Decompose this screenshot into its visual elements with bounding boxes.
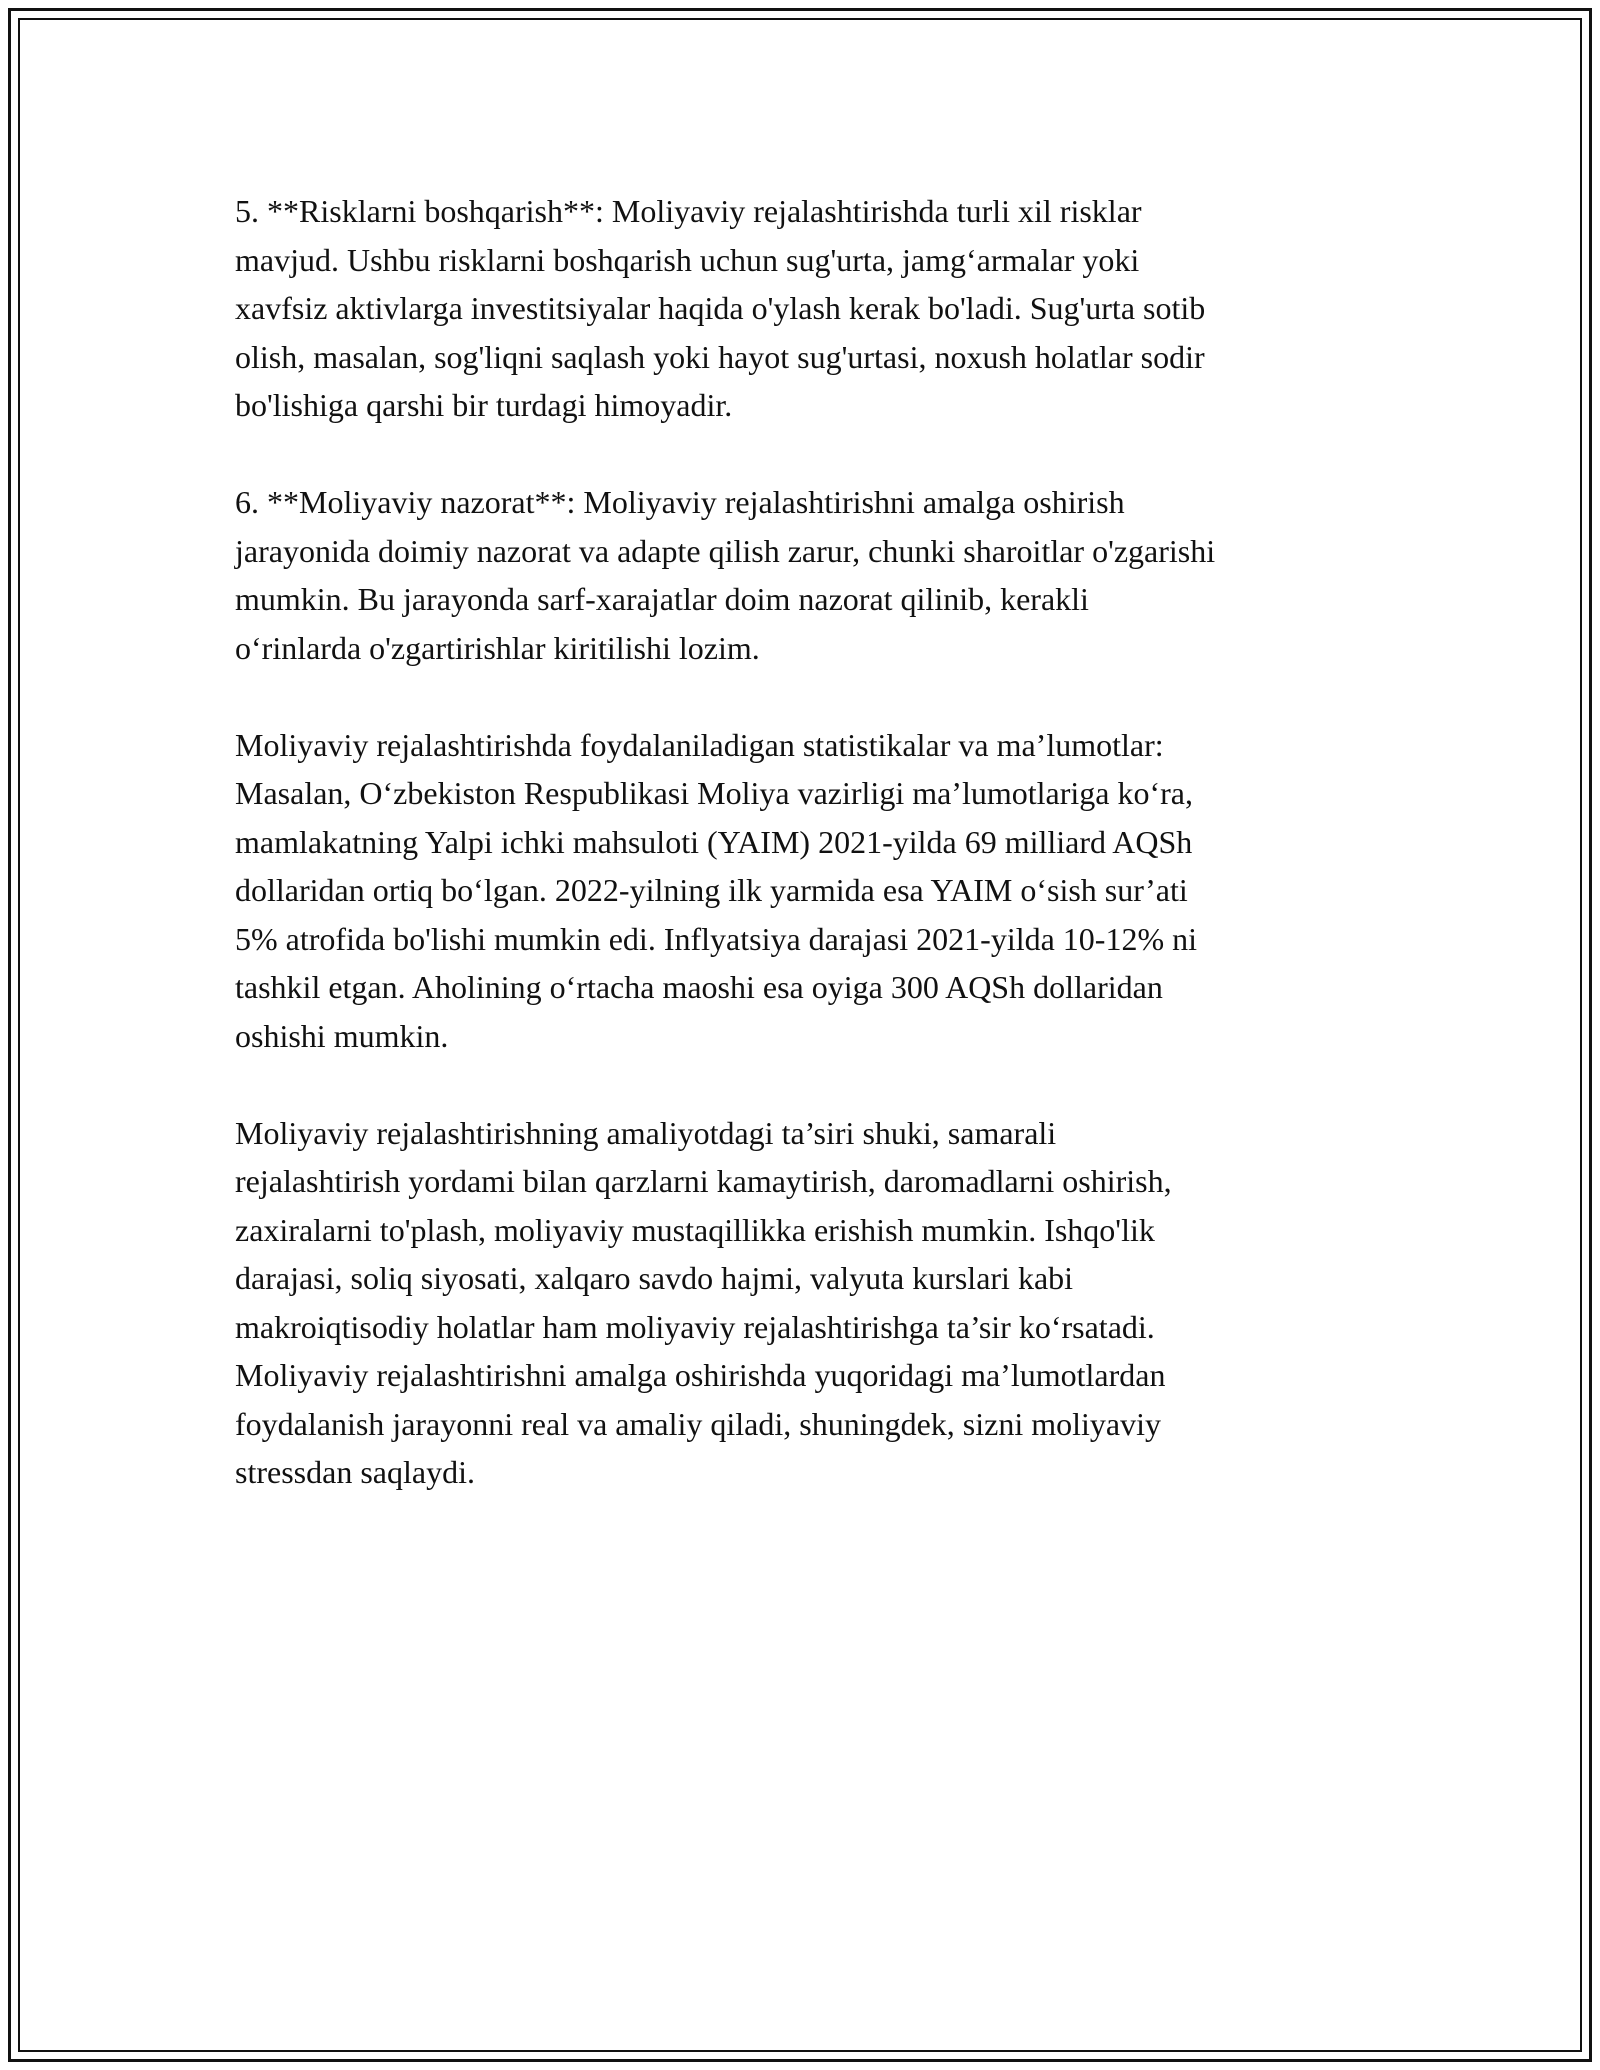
paragraph-statistics: Moliyaviy rejalashtirishda foydalaniladigan statistikalar va ma’lumotlar: Masalan, O‘zbekiston Respublikasi Moliya vazirligi ma’lumotlariga ko‘ra, mamlakatning Yalpi ichki mahsuloti (YAIM) 2021-yilda 69 milliard AQSh dollaridan ortiq bo‘lgan. 2022-yilning ilk yarmida esa YAIM o‘sish sur’ati 5% atrofida bo'lishi mumkin edi. Inflyatsiya darajasi 2021-yilda 10-12% ni tashkil etgan. Aholining o‘rtacha maoshi esa oyiga 300 AQSh dollaridan oshishi mumkin. (235, 726, 1197, 1054)
document-body (235, 187, 1365, 1497)
paragraph-financial-control: 6. **Moliyaviy nazorat**: Moliyaviy rejalashtirishni amalga oshirish jarayonida doimiy nazorat va adapte qilish zarur, chunki sharoitlar o'zgarishi mumkin. Bu jarayonda sarf-xarajatlar doim nazorat qilinib, kerakli o‘rinlarda o'zgartirishlar kiritilishi lozim. (235, 484, 1216, 666)
paragraph-practical-impact: Moliyaviy rejalashtirishning amaliyotdagi ta’siri shuki, samarali rejalashtirish yordami bilan qarzlarni kamaytirish, daromadlarni oshirish, zaxiralarni to'plash, moliyaviy mustaqillikka erishish mumkin. Ishqo'lik darajasi, soliq siyosati, xalqaro savdo hajmi, valyuta kurslari kabi makroiqtisodiy holatlar ham moliyaviy rejalashtirishga ta’sir ko‘rsatadi. Moliyaviy rejalashtirishni amalga oshirishda yuqoridagi ma’lumotlardan foydalanish jarayonni real va amaliy qiladi, shuningdek, sizni moliyaviy stressdan saqlaydi. (235, 1114, 1172, 1490)
paragraph-risk-management: 5. **Risklarni boshqarish**: Moliyaviy rejalashtirishda turli xil risklar mavjud. Ushbu risklarni boshqarish uchun sug'urta, jamg‘armalar yoki xavfsiz aktivlarga investitsiyalar haqida o'ylash kerak bo'ladi. Sug'urta sotib olish, masalan, sog'liqni saqlash yoki hayot sug'urtasi, noxush holatlar sodir bo'lishiga qarshi bir turdagi himoyadir. (235, 193, 1206, 423)
